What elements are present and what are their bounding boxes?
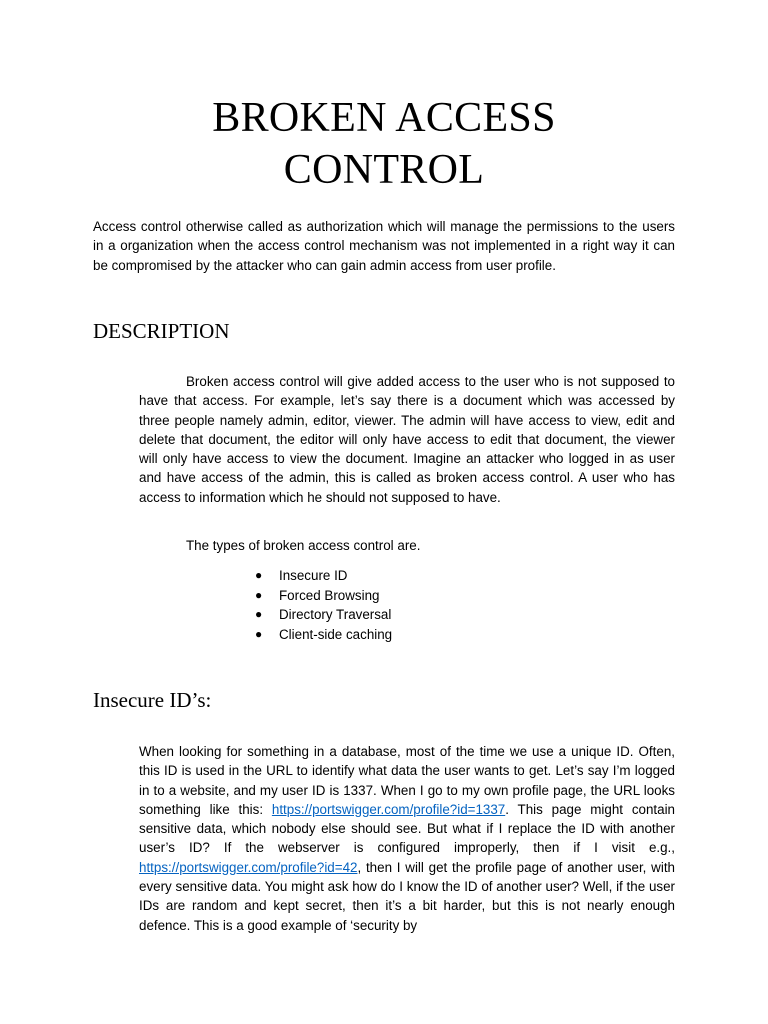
profile-link-42[interactable]: https://portswigger.com/profile?id=42	[139, 859, 358, 875]
bullet-icon: ●	[255, 607, 263, 622]
title-line-1: BROKEN ACCESS	[212, 95, 556, 141]
list-item	[255, 605, 392, 625]
document-title	[0, 92, 768, 196]
bullet-icon: ●	[255, 626, 263, 641]
bullet-icon: ●	[255, 587, 263, 602]
insecure-text-part-3: , then I will get the profile page of another user, with every sensitive data. You might ask how do I know the ID of another user? Well, if the user IDs are random and kept secret, then it’s a bit harder, but this is not nearly enough defence. This is a good example of ‘security by	[139, 859, 675, 933]
profile-link-1337[interactable]: https://portswigger.com/profile?id=1337	[271, 801, 506, 817]
list-item-label: Forced Browsing	[279, 587, 380, 603]
list-item	[255, 586, 392, 606]
bullet-icon: ●	[255, 568, 263, 582]
intro-paragraph: Access control otherwise called as authorization which will manage the permissions to the users in a organization when the access control mechanism was not implemented in a right way it can be compromised by the attacker who can gain admin access from user profile.	[93, 219, 675, 273]
list-item	[255, 625, 392, 645]
list-item-label: Directory Traversal	[279, 607, 392, 623]
list-item-label: Insecure ID	[279, 568, 348, 583]
description-heading: DESCRIPTION	[93, 319, 230, 343]
description-paragraph: Broken access control will give added access to the user who is not supposed to have that access. For example, let’s say there is a document which was accessed by three people namely admin, editor, viewer. The admin will have access to view, edit and delete that document, the editor will only have access to edit that document, the viewer will only have access to view the document. Imagine an attacker who logged in as user and have access of the admin, this is called as broken access control. A user who has access to information which he should not supposed to have.	[139, 374, 675, 505]
insecure-text-part-1: When looking for something in a database, most of the time we use a unique ID. Often, this ID is used in the URL to identify what data the user wants to get. Let’s say I’m logged in to a website, and my user ID is 1337. When I go to my own profile page, the URL looks something like this:	[139, 744, 675, 817]
list-item	[255, 566, 392, 586]
insecure-id-paragraph	[139, 742, 675, 935]
insecure-id-heading: Insecure ID’s:	[93, 688, 212, 712]
list-item-label: Client-side caching	[279, 626, 393, 642]
types-list	[255, 566, 392, 644]
insecure-text-part-2: . This page might contain sensitive data, which nobody else should see. But what if I replace the ID with another user’s ID? If the webserver is configured improperly, then if I visit e.g.,	[139, 801, 676, 856]
title-line-2: CONTROL	[283, 147, 485, 193]
types-intro: The types of broken access control are.	[186, 538, 421, 553]
